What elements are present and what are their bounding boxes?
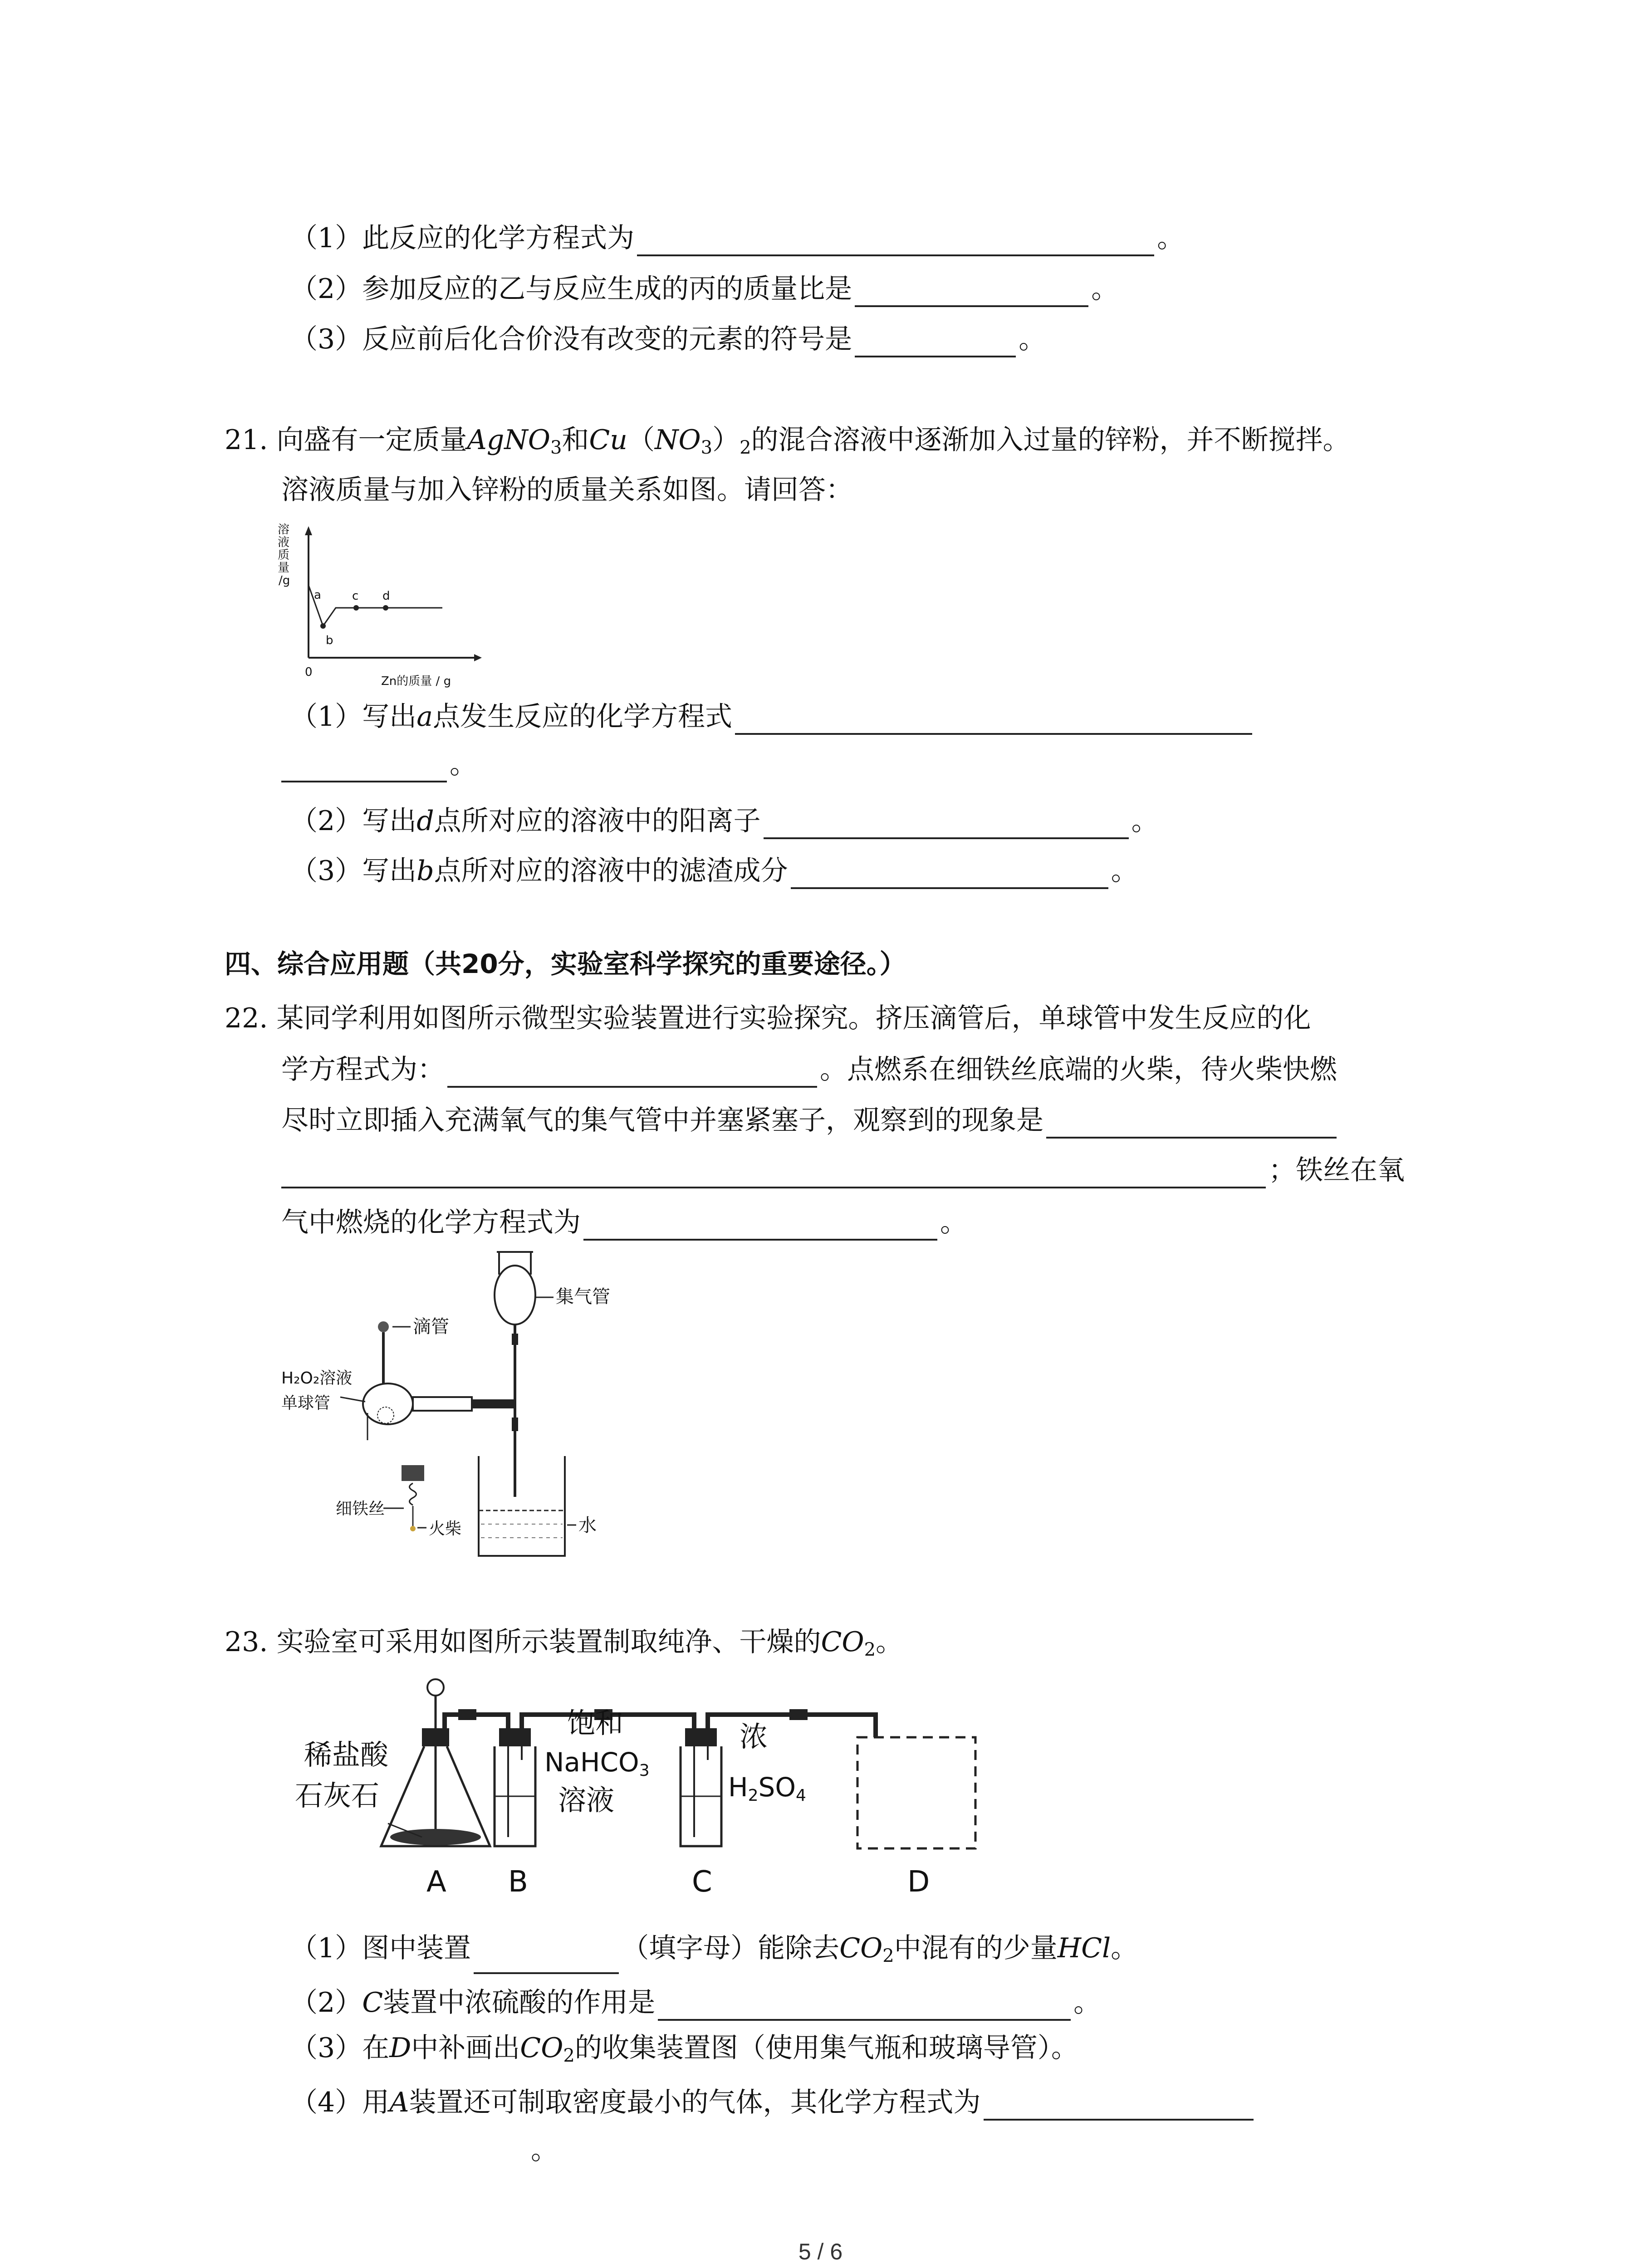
flask-stopper xyxy=(422,1728,449,1746)
label-h2o2: H₂O₂溶液 xyxy=(281,1369,353,1388)
answer-blank[interactable] xyxy=(658,1991,1071,2021)
y-axis-arrow xyxy=(305,526,312,535)
q21-stem-line2: 溶液质量与加入锌粉的质量关系如图。请回答： xyxy=(281,474,853,506)
stopper xyxy=(402,1465,424,1481)
label-solution: 溶液 xyxy=(558,1784,615,1817)
answer-blank[interactable] xyxy=(984,2091,1254,2121)
ylabel-4: 量 xyxy=(278,561,290,575)
ylabel-1: 溶 xyxy=(278,523,290,537)
answer-blank[interactable] xyxy=(1046,1109,1337,1139)
label-b: b xyxy=(326,634,333,647)
collector-bulb xyxy=(495,1266,535,1325)
answer-blank[interactable] xyxy=(764,809,1129,839)
funnel-top xyxy=(427,1679,444,1696)
answer-blank[interactable] xyxy=(474,1944,619,1974)
ylabel-2: 液 xyxy=(278,536,290,549)
label-limestone: 石灰石 xyxy=(295,1779,380,1812)
label-bulb: 单球管 xyxy=(281,1394,331,1413)
label-conc: 浓 xyxy=(740,1720,768,1753)
q21-part3: （3）写出b点所对应的溶液中的滤渣成分 。 xyxy=(290,853,1138,889)
point-d xyxy=(383,605,388,611)
label-match: 火柴 xyxy=(429,1520,462,1538)
q20-part1: （1）此反应的化学方程式为 。 xyxy=(290,220,1184,256)
q23-part4: （4）用A装置还可制取密度最小的气体，其化学方程式为 xyxy=(290,2084,1256,2121)
graph-curve xyxy=(309,585,442,626)
x-axis-arrow xyxy=(474,654,482,661)
q22-line1: 22. 某同学利用如图所示微型实验装置进行实验探究。挤压滴管后，单球管中发生反应的化 xyxy=(225,1002,1311,1034)
label-A: A xyxy=(426,1865,446,1899)
label-collector: 集气管 xyxy=(556,1286,610,1307)
answer-blank[interactable] xyxy=(583,1211,937,1241)
box-D[interactable] xyxy=(857,1737,975,1848)
label-nahco3: NaHCO3 xyxy=(544,1747,650,1780)
q20-part3: （3）反应前后化合价没有改变的元素的符号是 。 xyxy=(290,321,1046,357)
label-a: a xyxy=(314,588,321,602)
label-B: B xyxy=(508,1865,528,1899)
q21-part2: （2）写出d点所对应的溶液中的阳离子 。 xyxy=(290,803,1159,839)
xlabel: Zn的质量 / g xyxy=(381,675,451,688)
label-D: D xyxy=(907,1865,930,1899)
single-bulb-tube xyxy=(363,1383,413,1424)
dropper-bulb xyxy=(378,1321,389,1332)
answer-blank[interactable] xyxy=(791,859,1108,889)
answer-blank[interactable] xyxy=(281,1158,1266,1188)
q23-part3: （3）在D中补画出$CO_2$的收集装置图（使用集气瓶和玻璃导管）。 xyxy=(290,2032,1078,2066)
q23-part4-end: 。 xyxy=(531,2134,558,2166)
q21-part1: （1）写出a点发生反应的化学方程式 xyxy=(290,699,1255,735)
label-wire: 细铁丝 xyxy=(336,1500,385,1518)
label-sat: 饱和 xyxy=(567,1706,624,1740)
answer-blank[interactable] xyxy=(735,705,1252,735)
q23-stem: 23. 实验室可采用如图所示装置制取纯净、干燥的$CO_2$。 xyxy=(225,1626,903,1660)
ylabel-5: /g xyxy=(279,574,290,587)
q22-line5: 气中燃烧的化学方程式为 。 xyxy=(281,1204,967,1241)
answer-blank[interactable] xyxy=(447,1058,817,1088)
q23-apparatus xyxy=(286,1678,994,1914)
q22-apparatus xyxy=(272,1243,681,1569)
q22-line3: 尽时立即插入充满氧气的集气管中并塞紧塞子，观察到的现象是 xyxy=(281,1102,1339,1139)
label-C: C xyxy=(692,1865,712,1899)
answer-blank[interactable] xyxy=(281,753,447,782)
q21-part1-cont: 。 xyxy=(281,746,477,782)
answer-blank[interactable] xyxy=(855,327,1016,357)
label-d: d xyxy=(382,589,390,603)
ylabel-3: 质 xyxy=(278,548,290,562)
q21-graph xyxy=(272,517,490,689)
label-c: c xyxy=(352,589,359,603)
origin-label: 0 xyxy=(305,665,313,679)
q22-line4: ；铁丝在氧 xyxy=(281,1152,1405,1188)
answer-blank[interactable] xyxy=(637,226,1154,256)
q23-part1: （1）图中装置 （填字母）能除去$CO_2$中混有的少量HCl。 xyxy=(290,1930,1138,1974)
beaker xyxy=(479,1456,565,1556)
q21-stem: 21. 向盛有一定质量AgNO$_3$和$Cu(NO_3)_2$的混合溶液中逐渐加入过量的锌粉，并不断搅拌。 xyxy=(225,424,1350,458)
q23-part2: （2）C装置中浓硫酸的作用是 。 xyxy=(290,1984,1101,2021)
label-h2so4: H2SO4 xyxy=(728,1772,806,1805)
label-acid: 稀盐酸 xyxy=(304,1738,389,1771)
point-c xyxy=(353,605,359,611)
point-b xyxy=(320,623,326,629)
answer-blank[interactable] xyxy=(855,277,1088,307)
q22-line2: 学方程式为： 。点燃系在细铁丝底端的火柴，待火柴快燃 xyxy=(281,1051,1337,1088)
q20-part2: （2）参加反应的乙与反应生成的丙的质量比是 。 xyxy=(290,271,1118,307)
page-number: 5 / 6 xyxy=(798,2239,843,2264)
label-dropper: 滴管 xyxy=(413,1316,449,1337)
section-heading: 四、综合应用题（共20分，实验室科学探究的重要途径。） xyxy=(225,948,906,979)
label-water: 水 xyxy=(578,1515,597,1536)
